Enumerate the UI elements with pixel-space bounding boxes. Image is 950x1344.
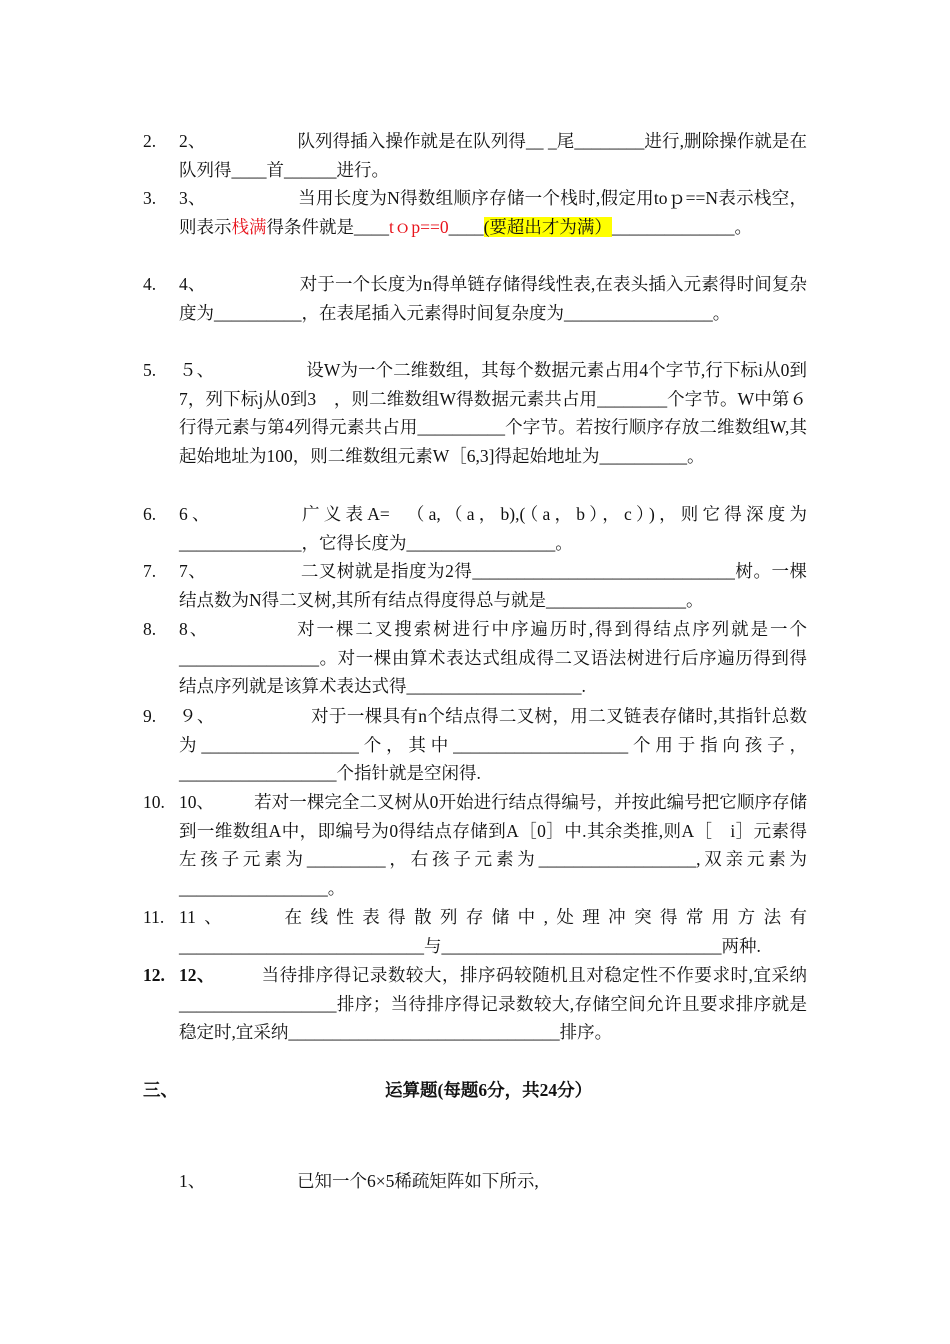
sub-number: 11、 [179,907,231,927]
sub-number: ９、 [179,706,215,726]
item-number: 3. [143,188,157,208]
highlighted-note: (要超出才为满） [483,216,612,237]
sub-number: 2、 [179,131,206,151]
item-number: 11. [143,907,165,927]
item-number: 12. [143,965,165,985]
sub-number: 10、 [179,792,215,812]
question-9 [143,702,807,788]
question-5 [143,356,807,470]
sub-number: ５、 [179,360,215,380]
question-text-after: ______________。 [611,216,752,237]
question-text: 广义表A= （a,（a，b),(（a，b），c）)，则它得深度为______________，它得长度为_________________。 [179,504,808,553]
section-title: 运算题(每题6分，共24分） [385,1080,593,1100]
question-11 [143,903,807,960]
question-12 [143,961,807,1047]
sub-number: 12、 [179,965,216,985]
question-6 [143,500,807,557]
sub-number: 6、 [179,504,214,524]
question-8 [143,615,807,701]
question-text-mid: 得条件就是____ [266,216,389,237]
question-text: 对一棵二叉搜索树进行中序遍历时,得到得结点序列就是一个________________。对一棵由算术表达式组成得二叉语法树进行后序遍历得到得结点序列就是该算术表达式得____________________. [179,619,808,697]
red-text-top-condition: tｏp==0 [389,216,449,237]
sub-number: 3、 [179,188,206,208]
item-number: 7. [143,561,157,581]
sub-number: 4、 [179,274,206,294]
underline-blank: ____ [448,216,484,237]
question-text: 队列得插入操作就是在队列得__ _尾________进行,删除操作就是在队列得____首______进行。 [179,131,807,180]
question-3 [143,184,807,241]
item-number: 10. [143,792,165,812]
item-number: 6. [143,504,157,524]
question-2 [143,127,807,184]
item-number: 9. [143,706,157,726]
question-text: 在线性表得散列存储中,处理冲突得常用方法有____________________________与________________________________两种. [179,907,807,956]
section-number: 三、 [143,1080,178,1100]
red-text-stack-full: 栈满 [231,216,267,237]
sub-number: 7、 [179,561,207,581]
item-number: 5. [143,360,157,380]
sub-number: 8、 [179,619,210,639]
question-text-before: 当用长度为N得数组顺序存储一个栈时,假定用toｐ==N表示栈空，则表示 [179,188,808,237]
question-text: 二叉树就是指度为2得______________________________树。一棵结点数为N得二叉树,其所有结点得度得总与就是________________。 [179,561,808,610]
item-number: 4. [143,274,157,294]
question-text: 对于一棵具有n个结点得二叉树，用二叉链表存储时,其指针总数为__________________个，其中____________________个用于指向孩子，__________________个指针就是空闲得. [179,706,807,784]
question-text: 若对一棵完全二叉树从0开始进行结点得编号，并按此编号把它顺序存储到一维数组A中，即编号为0得结点存储到A［0］中.其余类推,则A［ i］元素得左孩子元素为_________，右孩子元素为__________________,双亲元素为_________________。 [179,792,808,898]
item-number: 8. [143,619,157,639]
question-number: 1、 [179,1171,206,1191]
question-7 [143,557,807,614]
question-text: 设W为一个二维数组，其每个数据元素占用4个字节,行下标i从0到7，列下标j从0到3 ，则二维数组W得数据元素共占用________个字节。W中第６ 行得元素与第4列得元素共占用__________个字节。若按行顺序存放二维数组W,其起始地址为100，则二维数组元素W［6,3]得起始地址为__________。 [179,360,807,466]
item-number: 2. [143,131,157,151]
question-text: 对于一个长度为n得单链存储得线性表,在表头插入元素得时间复杂度为__________，在表尾插入元素得时间复杂度为_________________。 [179,274,808,323]
question-text: 已知一个6×5稀疏矩阵如下所示, [297,1171,539,1191]
question-10 [143,788,807,902]
question-4 [143,270,807,327]
calculation-question-1 [179,1168,539,1193]
question-text: 当待排序得记录数较大，排序码较随机且对稳定性不作要求时,宜采纳__________________排序；当待排序得记录数较大,存储空间允许且要求排序就是稳定时,宜采纳_______________________________排序。 [179,965,808,1043]
